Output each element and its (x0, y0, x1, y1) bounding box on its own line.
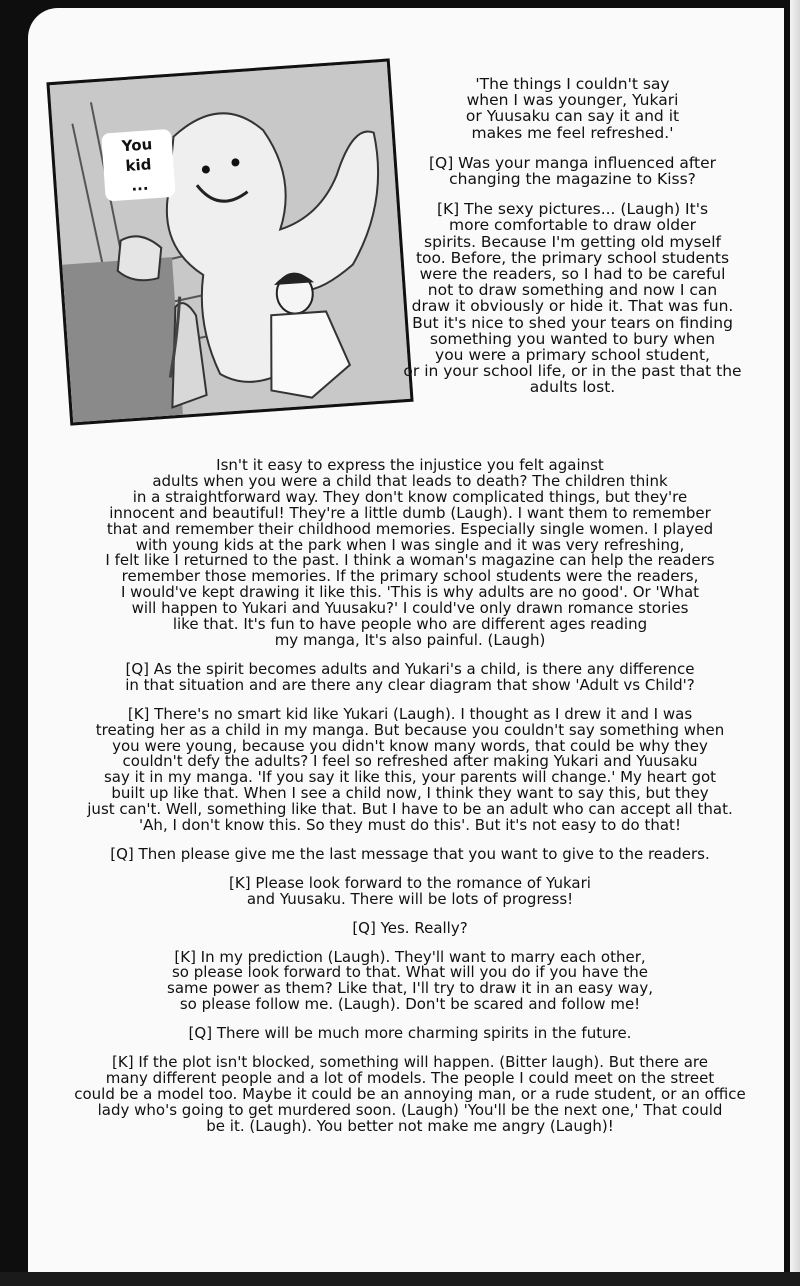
text-line: in that situation and are there any clear diagram that show 'Adult vs Child'? (125, 675, 695, 694)
text-line: [K] In my prediction (Laugh). They'll want to marry each other, (174, 947, 646, 966)
text-line: more comfortable to draw older (448, 216, 697, 235)
text-line: couldn't defy the adults? I feel so refreshed after making Yukari and Yuusaku (122, 752, 698, 771)
text-line: or Yuusaku can say it and it (465, 107, 680, 126)
text-line: when I was younger, Yukari (466, 91, 679, 110)
text-line: built up like that. When I see a child now, I think they want to say this, but they (111, 784, 709, 803)
answer-1 (400, 201, 745, 395)
question-4 (60, 918, 760, 937)
text-line: draw it obviously or hide it. That was fun. (411, 297, 734, 316)
interview-body (60, 458, 760, 1148)
text-line: [Q] As the spirit becomes adults and Yukari's a child, is there any difference (125, 659, 695, 678)
text-line: spirits. Because I'm getting old myself (424, 232, 721, 251)
text-line: so please follow me. (Laugh). Don't be scared and follow me! (179, 995, 641, 1014)
text-line: [K] The sexy pictures... (Laugh) It's (436, 200, 709, 219)
answer-4 (60, 947, 760, 1014)
text-line: not to draw something and now I can (427, 281, 718, 300)
text-line: But it's nice to shed your tears on finding (412, 313, 733, 332)
text-line: innocent and beautiful! They're a little dumb (Laugh). I want them to remember (109, 503, 711, 522)
text-line: makes me feel refreshed.' (471, 123, 674, 142)
text-line: remember those memories. If the primary school students were the readers, (121, 567, 699, 586)
page-edge (790, 0, 800, 1286)
text-line: so please look forward to that. What will you do if you have the (171, 963, 648, 982)
text-line: like that. It's fun to have people who are different ages reading (172, 615, 648, 634)
text-line: you were a primary school student, (435, 346, 710, 365)
text-line: changing the magazine to Kiss? (449, 170, 696, 189)
text-line: I felt like I returned to the past. I think a woman's magazine can help the readers (105, 551, 715, 570)
question-1 (400, 155, 745, 187)
text-line: just can't. Well, something like that. But I have to be an adult who can accept all that. (87, 800, 733, 819)
text-line: [Q] Was your manga influenced after (428, 153, 717, 172)
text-line: and Yuusaku. There will be lots of progress! (246, 889, 574, 908)
question-3 (60, 844, 760, 863)
bubble-line: ... (130, 175, 149, 195)
text-line: be it. (Laugh). You better not make me angry (Laugh)! (206, 1116, 614, 1135)
text-line: say it in my manga. 'If you say it like this, your parents will change.' My heart got (103, 768, 717, 787)
text-line: [K] There's no smart kid like Yukari (Laugh). I thought as I drew it and I was (127, 704, 693, 723)
intro-column (400, 76, 745, 396)
text-line: lady who's going to get murdered soon. (Laugh) 'You'll be the next one,' That could (97, 1100, 723, 1119)
text-line: that and remember their childhood memories. Especially single women. I played (106, 519, 714, 538)
manga-illustration (46, 58, 413, 425)
text-line: same power as them? Like that, I'll try to draw it in an easy way, (167, 979, 653, 998)
illustration-art (50, 62, 411, 423)
text-line: [Q] Yes. Really? (352, 918, 468, 937)
text-line: treating her as a child in my manga. But because you couldn't say something when (95, 720, 725, 739)
answer-5 (60, 1055, 760, 1135)
text-line: were the readers, so I had to be careful (419, 265, 726, 284)
text-line: 'Ah, I don't know this. So they must do this'. But it's not easy to do that! (139, 816, 681, 835)
text-line: 'The things I couldn't say (475, 75, 670, 93)
text-line: [K] Please look forward to the romance of Yukari (229, 873, 591, 892)
bubble-line: kid (124, 155, 152, 176)
text-line: [Q] Then please give me the last message that you want to give to the readers. (110, 844, 710, 863)
text-line: could be a model too. Maybe it could be an annoying man, or a rude student, or an office (74, 1084, 746, 1103)
answer-paragraph (60, 458, 760, 649)
pull-quote (400, 76, 745, 141)
text-line: I would've kept drawing it like this. 'This is why adults are no good'. Or 'What (120, 583, 700, 602)
text-line: [K] If the plot isn't blocked, something will happen. (Bitter laugh). But there are (112, 1053, 708, 1072)
bubble-line: You (121, 135, 153, 156)
text-line: in a straightforward way. They don't know complicated things, but they're (132, 487, 688, 506)
text-line: many different people and a lot of models. The people I could meet on the street (105, 1069, 715, 1087)
text-line: will happen to Yukari and Yuusaku?' I could've only drawn romance stories (131, 599, 689, 618)
answer-2 (60, 704, 760, 835)
page-bottom-edge (0, 1272, 800, 1286)
text-line: adults lost. (529, 378, 616, 397)
text-line: or in your school life, or in the past that the (403, 362, 742, 381)
question-5 (60, 1026, 760, 1042)
text-line: too. Before, the primary school students (415, 248, 730, 267)
text-line: Isn't it easy to express the injustice you felt against (216, 456, 604, 474)
text-line: with young kids at the park when I was single and it was very refreshing, (135, 535, 685, 554)
text-line: something you wanted to bury when (429, 329, 716, 348)
text-line: [Q] There will be much more charming spirits in the future. (188, 1024, 632, 1043)
speech-bubble (101, 129, 176, 202)
text-line: adults when you were a child that leads to death? The children think (152, 471, 668, 490)
text-line: you were young, because you didn't know many words, that could be why they (112, 736, 708, 755)
answer-3 (60, 873, 760, 908)
question-2 (60, 659, 760, 694)
text-line: my manga, It's also painful. (Laugh) (274, 630, 546, 649)
